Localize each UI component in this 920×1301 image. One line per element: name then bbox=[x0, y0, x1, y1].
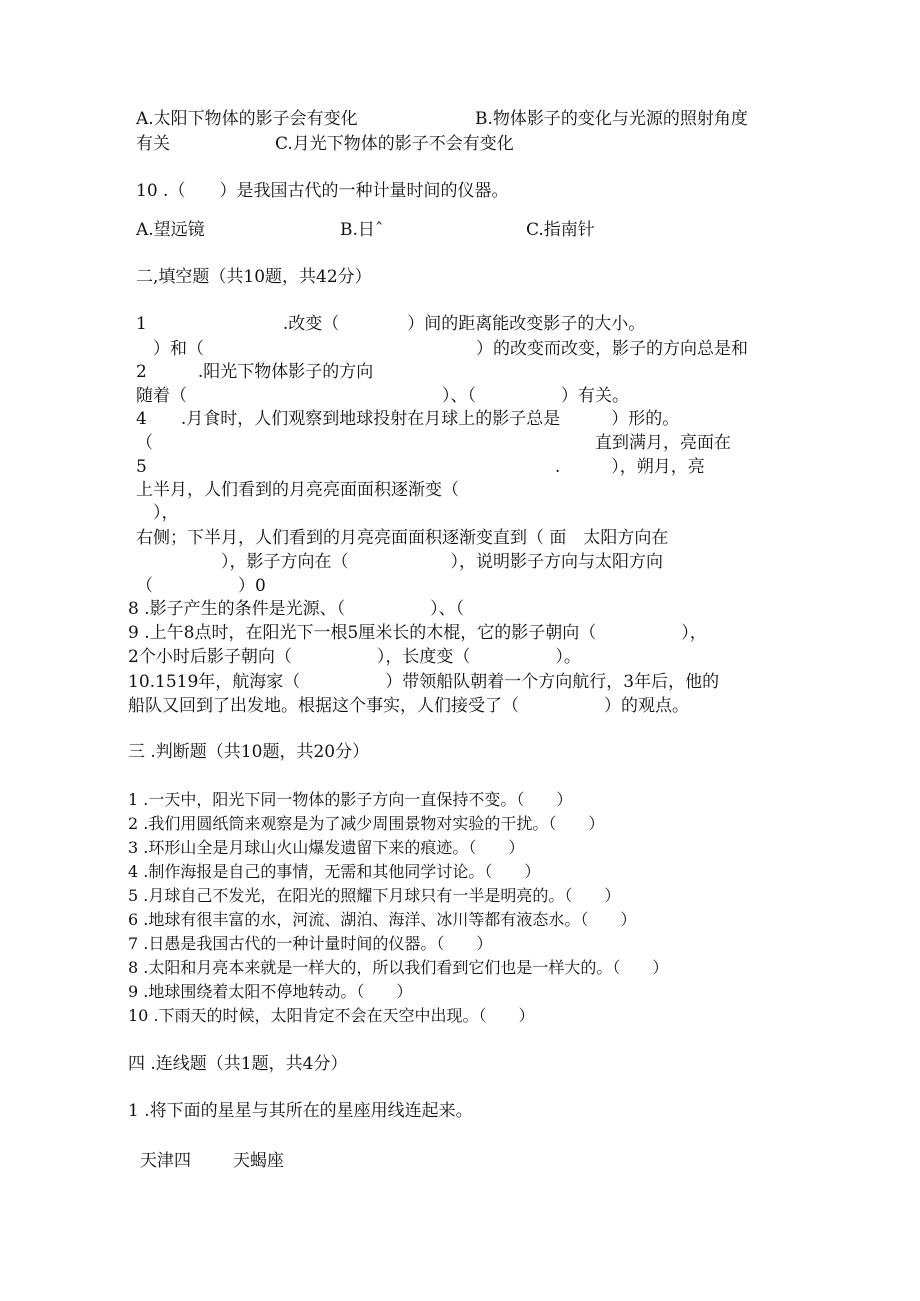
judgement-item: 8 .太阳和月亮本来就是一样大的，所以我们看到它们也是一样大的。（ ） bbox=[128, 958, 669, 977]
q9-option-a: A.太阳下物体的影子会有变化 bbox=[136, 109, 358, 129]
section2-line: ）和（ ）的改变而改变，影子的方向总是和 bbox=[136, 339, 748, 359]
q10-option-b: B.日ˆ bbox=[340, 220, 384, 240]
section2-line: 8 .影子产生的条件是光源、（ ）、（ bbox=[128, 599, 465, 619]
judgement-item: 10 .下雨天的时候，太阳肯定不会在天空中出现。（ ） bbox=[128, 1006, 535, 1025]
judgement-item: 3 .环形山全是月球山火山爆发遗留下来的痕迹。（ ） bbox=[128, 838, 525, 857]
section2-line: 右侧；下半月，人们看到的月亮亮面面积逐渐变直到（ 面 太阳方向在 bbox=[136, 528, 669, 548]
q10-option-a: A.望远镜 bbox=[136, 220, 205, 240]
section2-line: 2个小时后影子朝向（ ），长度变（ ）。 bbox=[128, 647, 581, 667]
star-label: 天津四 bbox=[140, 1151, 191, 1171]
section2-line: 4 .月食时，人们观察到地球投射在月球上的影子总是 ）形的。 bbox=[136, 409, 680, 429]
q9-option-b: B.物体影子的变化与光源的照射角度 bbox=[475, 109, 748, 129]
section2-line: 船队又回到了出发地。根据这个事实，人们接受了（ ）的观点。 bbox=[128, 696, 689, 716]
section4-question: 1 .将下面的星星与其所在的星座用线连起来。 bbox=[128, 1101, 473, 1121]
section2-title: 二,填空题（共10题，共42分） bbox=[136, 267, 372, 287]
q9-option-b-continued: 有关 bbox=[136, 134, 170, 154]
section2-line: ）， bbox=[136, 503, 179, 523]
judgement-item: 1 .一天中，阳光下同一物体的影子方向一直保持不变。（ ） bbox=[128, 790, 573, 809]
section2-line: 10.1519年，航海家（ ）带领船队朝着一个方向航行，3年后，他的 bbox=[128, 672, 720, 692]
q10-option-c: C.指南针 bbox=[526, 220, 595, 240]
q9-option-c: C.月光下物体的影子不会有变化 bbox=[275, 134, 514, 154]
q10-stem: 10 .（ ）是我国古代的一种计量时间的仪器。 bbox=[136, 181, 509, 201]
section2-line: 上半月，人们看到的月亮亮面面积逐渐变（ bbox=[136, 480, 459, 500]
judgement-item: 7 .日愚是我国古代的一种计量时间的仪器。（ ） bbox=[128, 934, 493, 953]
section2-line: 随着（ ）、（ ）有关。 bbox=[136, 386, 629, 406]
section2-line: 1 .改变（ ）间的距离能改变影子的大小。 bbox=[136, 314, 646, 334]
section2-line: （ ）0 bbox=[136, 576, 266, 596]
judgement-item: 2 .我们用圆纸筒来观察是为了减少周围景物对实验的干扰。（ ） bbox=[128, 814, 605, 833]
section2-line: 5 . ），朔月，亮 bbox=[136, 457, 705, 477]
judgement-item: 6 .地球有很丰富的水，河流、湖泊、海洋、冰川等都有液态水。（ ） bbox=[128, 910, 637, 929]
section2-line: 9 .上午8点时，在阳光下一根5厘米长的木棍，它的影子朝向（ ）， bbox=[128, 623, 707, 643]
section2-line: ），影子方向在（ ），说明影子方向与太阳方向 bbox=[136, 552, 663, 572]
section3-title: 三 .判断题（共10题，共20分） bbox=[128, 742, 370, 762]
constellation-label: 天蝎座 bbox=[233, 1151, 284, 1171]
section2-line: 2 .阳光下物体影子的方向 bbox=[136, 362, 374, 382]
section2-line: （ 直到满月，亮面在 bbox=[136, 433, 731, 453]
judgement-item: 5 .月球自己不发光，在阳光的照耀下月球只有一半是明亮的。（ ） bbox=[128, 886, 621, 905]
judgement-item: 9 .地球围绕着太阳不停地转动。（ ） bbox=[128, 982, 413, 1001]
judgement-item: 4 .制作海报是自己的事情，无需和其他同学讨论。（ ） bbox=[128, 862, 541, 881]
section4-title: 四 .连线题（共1题，共4分） bbox=[128, 1054, 348, 1074]
